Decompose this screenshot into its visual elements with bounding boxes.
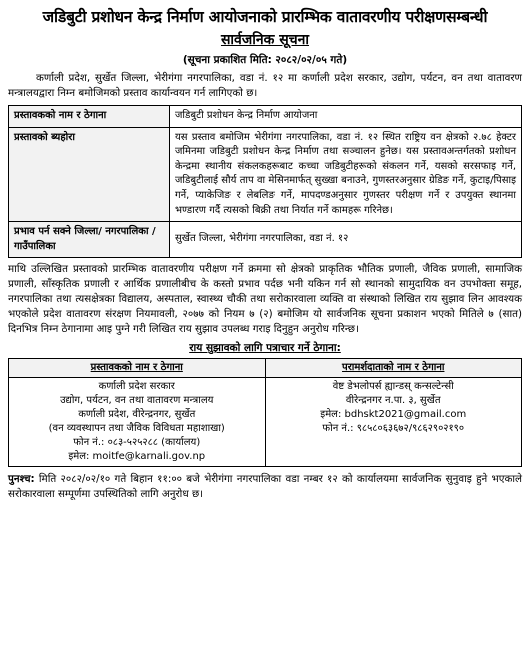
proposer-phone: फोन नं.: ०८३-५२५२८८ (कार्यालय)	[73, 437, 201, 449]
table-row	[9, 378, 522, 467]
affected-area-value: सुर्खेत जिल्ला, भेरीगंगा नगरपालिका, वडा नं. १२	[170, 222, 522, 258]
consultant-line: वीरेन्द्रनगर न.पा. ३, सुर्खेत	[345, 395, 441, 407]
consultant-contact-cell	[265, 378, 522, 467]
proposer-contact-header: प्रस्तावकको नाम र ठेगाना	[9, 359, 266, 378]
postscript-note	[8, 472, 522, 502]
table-row	[9, 106, 522, 128]
table-row	[9, 127, 522, 222]
postscript-label: पुनश्च:	[8, 473, 35, 486]
proposer-line: कर्णाली प्रदेश सरकार	[98, 381, 175, 393]
contact-heading: राय सुझावको लागि पत्राचार गर्ने ठेगाना:	[189, 342, 341, 355]
postscript-text: मिति २०८२/०२/१० गते बिहान ११:०० बजे भेरीगंगा नगरपालिका वडा नम्बर १२ को कार्यालयमा सार्वजनिक सुनुवाइ हुने भएकाले सरोकारवाला सम्पूर्णमा उपस्थितिको लागि अनुरोध छ।	[8, 473, 523, 501]
proposal-info-table	[8, 105, 522, 258]
proposer-line: उद्योग, पर्यटन, वन तथा वातावरण मन्त्रालय	[60, 395, 214, 407]
published-date: (सूचना प्रकाशित मिति: २०८२/०२/०५ गते)	[182, 54, 348, 66]
proposer-label: प्रस्तावकको नाम र ठेगाना	[9, 106, 170, 128]
notice-title: जडिबुटी प्रशोधन केन्द्र निर्माण आयोजनाको प्रारम्भिक वातावरणीय परीक्षणसम्बन्धी	[42, 8, 488, 26]
proposer-line: (वन व्यवस्थापन तथा जैविक विविधता महाशाखा)	[48, 423, 225, 435]
consultant-contact-header: परामर्शदाताको नाम र ठेगाना	[265, 359, 522, 378]
proposal-description-label: प्रस्तावको ब्यहोरा	[9, 127, 170, 222]
consultant-line: वेष्ट डेभलोपर्स ह्यान्डस् कन्सल्टेन्सी	[332, 381, 454, 393]
table-row	[9, 222, 522, 258]
proposer-contact-cell	[9, 378, 266, 467]
proposer-email: इमेल: moitfe@karnali.gov.np	[68, 451, 206, 463]
contact-table	[8, 358, 522, 467]
consultant-email: इमेल: bdhskt2021@gmail.com	[320, 409, 467, 421]
proposer-value: जडिबुटी प्रशोधन केन्द्र निर्माण आयोजना	[170, 106, 522, 128]
proposer-line: कर्णाली प्रदेश, वीरेन्द्रनगर, सुर्खेत	[78, 409, 196, 421]
proposal-description-value: यस प्रस्ताव बमोजिम भेरीगंगा नगरपालिका, वडा नं. १२ स्थित राष्ट्रिय वन क्षेत्रको २.७८ हेक्टर जमिनमा जडिबुटी प्रशोधन केन्द्र निर्माण तथा सञ्चालन हुनेछ। यस प्रस्तावअन्तर्गतको प्रशोधन केन्द्रमा स्थानीय संकलकहरूबाट कच्चा जडिबुटीहरूको संकलन गर्ने, यसको सरसफाइ गर्ने, जडिबुटीलाई सौर्य ताप वा मेसिनमार्फत् सुख्खा बनाउने, गुणस्तरअनुसार ग्रेडिङ गर्ने, कुटाइ/पिसाइ गर्ने, प्याकेजिङ र लेबलिङ गर्ने, मापदण्डअनुसार गुणस्तर परीक्षण गर्ने र उपयुक्त स्थानमा भण्डारण गर्दै त्यसको बिक्री तथा निर्यात गर्ने कामहरू गरिनेछ।	[170, 127, 522, 222]
notice-subtitle: सार्वजनिक सूचना	[220, 32, 310, 48]
consultant-phone: फोन नं.: ९८५८०६३६७२/९८६२९०२१९०	[322, 423, 465, 435]
intro-paragraph: कर्णाली प्रदेश, सुर्खेत जिल्ला, भेरीगंगा नगरपालिका, वडा नं. १२ मा कर्णाली प्रदेश सरकार, उद्योग, पर्यटन, वन तथा वातावरण मन्त्रालयद्वारा निम्न बमोजिमको प्रस्ताव कार्यान्वयन गर्न लागिएको छ।	[8, 72, 522, 99]
body-paragraph: माथि उल्लिखित प्रस्तावको प्रारम्भिक वातावरणीय परीक्षण गर्ने क्रममा सो क्षेत्रको प्राकृतिक भौतिक प्रणाली, जैविक प्रणाली, सामाजिक प्रणाली, साँस्कृतिक प्रणाली र आर्थिक प्रणालीबीच के कस्तो प्रभाव पर्दछ भनी यकिन गर्न सो स्थानको सामुदायिक वन उपभोक्ता समूह, नगरपालिका तथा त्यसक्षेत्रका विद्यालय, अस्पताल, स्वास्थ्य चौकी तथा सरोकारवाला व्यक्ति वा संस्थाको लिखित राय सुझाव लिन आवश्यक भएकोले प्रदेश वातावरण संरक्षण नियमावली, २०७७ को नियम ७ (२) बमोजिम यो सार्वजनिक सूचना प्रकाशन भएको मितिले ७ (सात) दिनभित्र निम्न ठेगानामा आइ पुग्ने गरी लिखित राय सुझाव उपलब्ध गराइ दिनुहुन अनुरोध गरिन्छ।	[8, 263, 522, 336]
table-row	[9, 359, 522, 378]
affected-area-label: प्रभाव पर्न सक्ने जिल्ला/ नगरपालिका / गाउँपालिका	[9, 222, 170, 258]
